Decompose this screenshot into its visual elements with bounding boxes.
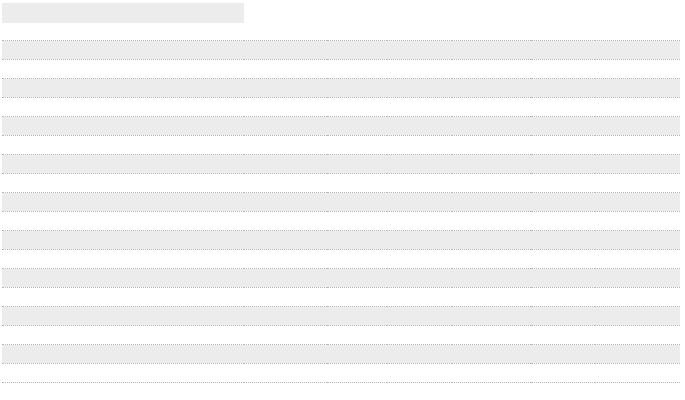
table-cell — [387, 60, 452, 79]
table-row — [2, 326, 680, 345]
table-row — [2, 155, 680, 174]
size-header-l — [531, 22, 595, 41]
row-label — [2, 364, 244, 383]
table-cell — [327, 288, 387, 307]
size-header-xs-s — [244, 22, 327, 41]
table-cell — [244, 212, 327, 231]
table-cell — [387, 41, 452, 60]
geometry-table-header — [2, 22, 680, 41]
table-cell — [244, 193, 327, 212]
table-cell — [244, 307, 327, 326]
table-row — [2, 41, 680, 60]
table-cell — [595, 250, 680, 269]
table-cell — [244, 79, 327, 98]
table-cell — [595, 193, 680, 212]
table-cell — [531, 231, 595, 250]
table-cell — [244, 98, 327, 117]
row-label — [2, 250, 244, 269]
table-cell — [327, 193, 387, 212]
table-cell — [387, 345, 452, 364]
table-cell — [531, 307, 595, 326]
row-label — [2, 231, 244, 250]
row-label — [2, 79, 244, 98]
row-label — [2, 41, 244, 60]
row-label — [2, 60, 244, 79]
header-row — [2, 22, 680, 41]
table-cell — [244, 174, 327, 193]
table-cell — [327, 345, 387, 364]
row-label — [2, 326, 244, 345]
table-cell — [327, 231, 387, 250]
table-row — [2, 231, 680, 250]
table-row — [2, 117, 680, 136]
table-cell — [452, 212, 531, 231]
table-cell — [595, 345, 680, 364]
table-cell — [387, 212, 452, 231]
row-label — [2, 155, 244, 174]
table-cell — [244, 60, 327, 79]
size-header-s — [327, 22, 387, 41]
table-cell — [452, 231, 531, 250]
table-cell — [244, 326, 327, 345]
table-row — [2, 174, 680, 193]
table-cell — [387, 79, 452, 98]
geometry-table-body — [2, 41, 680, 383]
table-cell — [452, 60, 531, 79]
table-cell — [327, 212, 387, 231]
row-label — [2, 307, 244, 326]
table-cell — [452, 155, 531, 174]
table-cell — [452, 326, 531, 345]
table-cell — [327, 364, 387, 383]
table-cell — [387, 98, 452, 117]
table-row — [2, 98, 680, 117]
table-cell — [452, 98, 531, 117]
row-label — [2, 345, 244, 364]
table-cell — [244, 364, 327, 383]
table-cell — [452, 136, 531, 155]
table-row — [2, 288, 680, 307]
table-cell — [595, 288, 680, 307]
size-header-xl — [595, 22, 680, 41]
table-cell — [452, 345, 531, 364]
table-cell — [387, 136, 452, 155]
table-cell — [387, 231, 452, 250]
table-cell — [327, 60, 387, 79]
table-cell — [531, 250, 595, 269]
table-cell — [387, 193, 452, 212]
table-row — [2, 269, 680, 288]
table-cell — [327, 41, 387, 60]
row-label — [2, 98, 244, 117]
table-cell — [452, 174, 531, 193]
row-label — [2, 136, 244, 155]
row-label — [2, 174, 244, 193]
table-cell — [452, 269, 531, 288]
table-row — [2, 250, 680, 269]
table-cell — [595, 117, 680, 136]
table-cell — [531, 269, 595, 288]
table-cell — [595, 41, 680, 60]
table-cell — [387, 117, 452, 136]
table-cell — [452, 79, 531, 98]
table-cell — [244, 288, 327, 307]
table-cell — [387, 364, 452, 383]
table-cell — [327, 307, 387, 326]
table-cell — [531, 193, 595, 212]
table-cell — [452, 41, 531, 60]
table-cell — [595, 212, 680, 231]
size-header-label — [2, 22, 244, 41]
row-label — [2, 288, 244, 307]
table-cell — [452, 364, 531, 383]
table-cell — [531, 117, 595, 136]
table-cell — [531, 174, 595, 193]
table-row — [2, 60, 680, 79]
table-cell — [387, 174, 452, 193]
table-cell — [531, 212, 595, 231]
table-cell — [327, 79, 387, 98]
table-cell — [595, 60, 680, 79]
table-cell — [595, 79, 680, 98]
table-cell — [327, 155, 387, 174]
table-cell — [452, 193, 531, 212]
row-label — [2, 212, 244, 231]
table-cell — [452, 288, 531, 307]
table-cell — [531, 155, 595, 174]
table-row — [2, 136, 680, 155]
table-cell — [327, 269, 387, 288]
table-row — [2, 345, 680, 364]
table-cell — [327, 250, 387, 269]
row-label — [2, 117, 244, 136]
table-cell — [531, 345, 595, 364]
table-cell — [387, 155, 452, 174]
table-cell — [531, 326, 595, 345]
table-cell — [595, 98, 680, 117]
table-cell — [452, 307, 531, 326]
table-cell — [327, 174, 387, 193]
table-cell — [531, 60, 595, 79]
table-cell — [244, 231, 327, 250]
size-header-m — [387, 22, 452, 41]
table-cell — [244, 155, 327, 174]
table-cell — [244, 250, 327, 269]
table-cell — [595, 326, 680, 345]
table-cell — [387, 326, 452, 345]
table-cell — [452, 117, 531, 136]
table-cell — [595, 307, 680, 326]
table-row — [2, 79, 680, 98]
table-cell — [327, 136, 387, 155]
table-cell — [327, 117, 387, 136]
table-cell — [531, 364, 595, 383]
row-label — [2, 193, 244, 212]
table-cell — [327, 326, 387, 345]
table-cell — [244, 269, 327, 288]
table-cell — [244, 117, 327, 136]
size-header-m-l — [452, 22, 531, 41]
table-cell — [531, 288, 595, 307]
table-cell — [595, 269, 680, 288]
table-cell — [387, 307, 452, 326]
table-cell — [531, 98, 595, 117]
table-cell — [595, 174, 680, 193]
table-cell — [531, 41, 595, 60]
table-cell — [595, 155, 680, 174]
geometry-title — [2, 3, 244, 23]
table-cell — [387, 250, 452, 269]
table-row — [2, 307, 680, 326]
table-cell — [244, 345, 327, 364]
table-cell — [595, 136, 680, 155]
table-row — [2, 193, 680, 212]
table-cell — [327, 98, 387, 117]
table-row — [2, 212, 680, 231]
table-cell — [531, 136, 595, 155]
table-cell — [531, 79, 595, 98]
table-cell — [595, 364, 680, 383]
table-cell — [595, 231, 680, 250]
table-cell — [244, 41, 327, 60]
table-cell — [387, 269, 452, 288]
table-cell — [244, 136, 327, 155]
geometry-table — [2, 22, 680, 383]
table-cell — [387, 288, 452, 307]
table-row — [2, 364, 680, 383]
table-cell — [452, 250, 531, 269]
row-label — [2, 269, 244, 288]
